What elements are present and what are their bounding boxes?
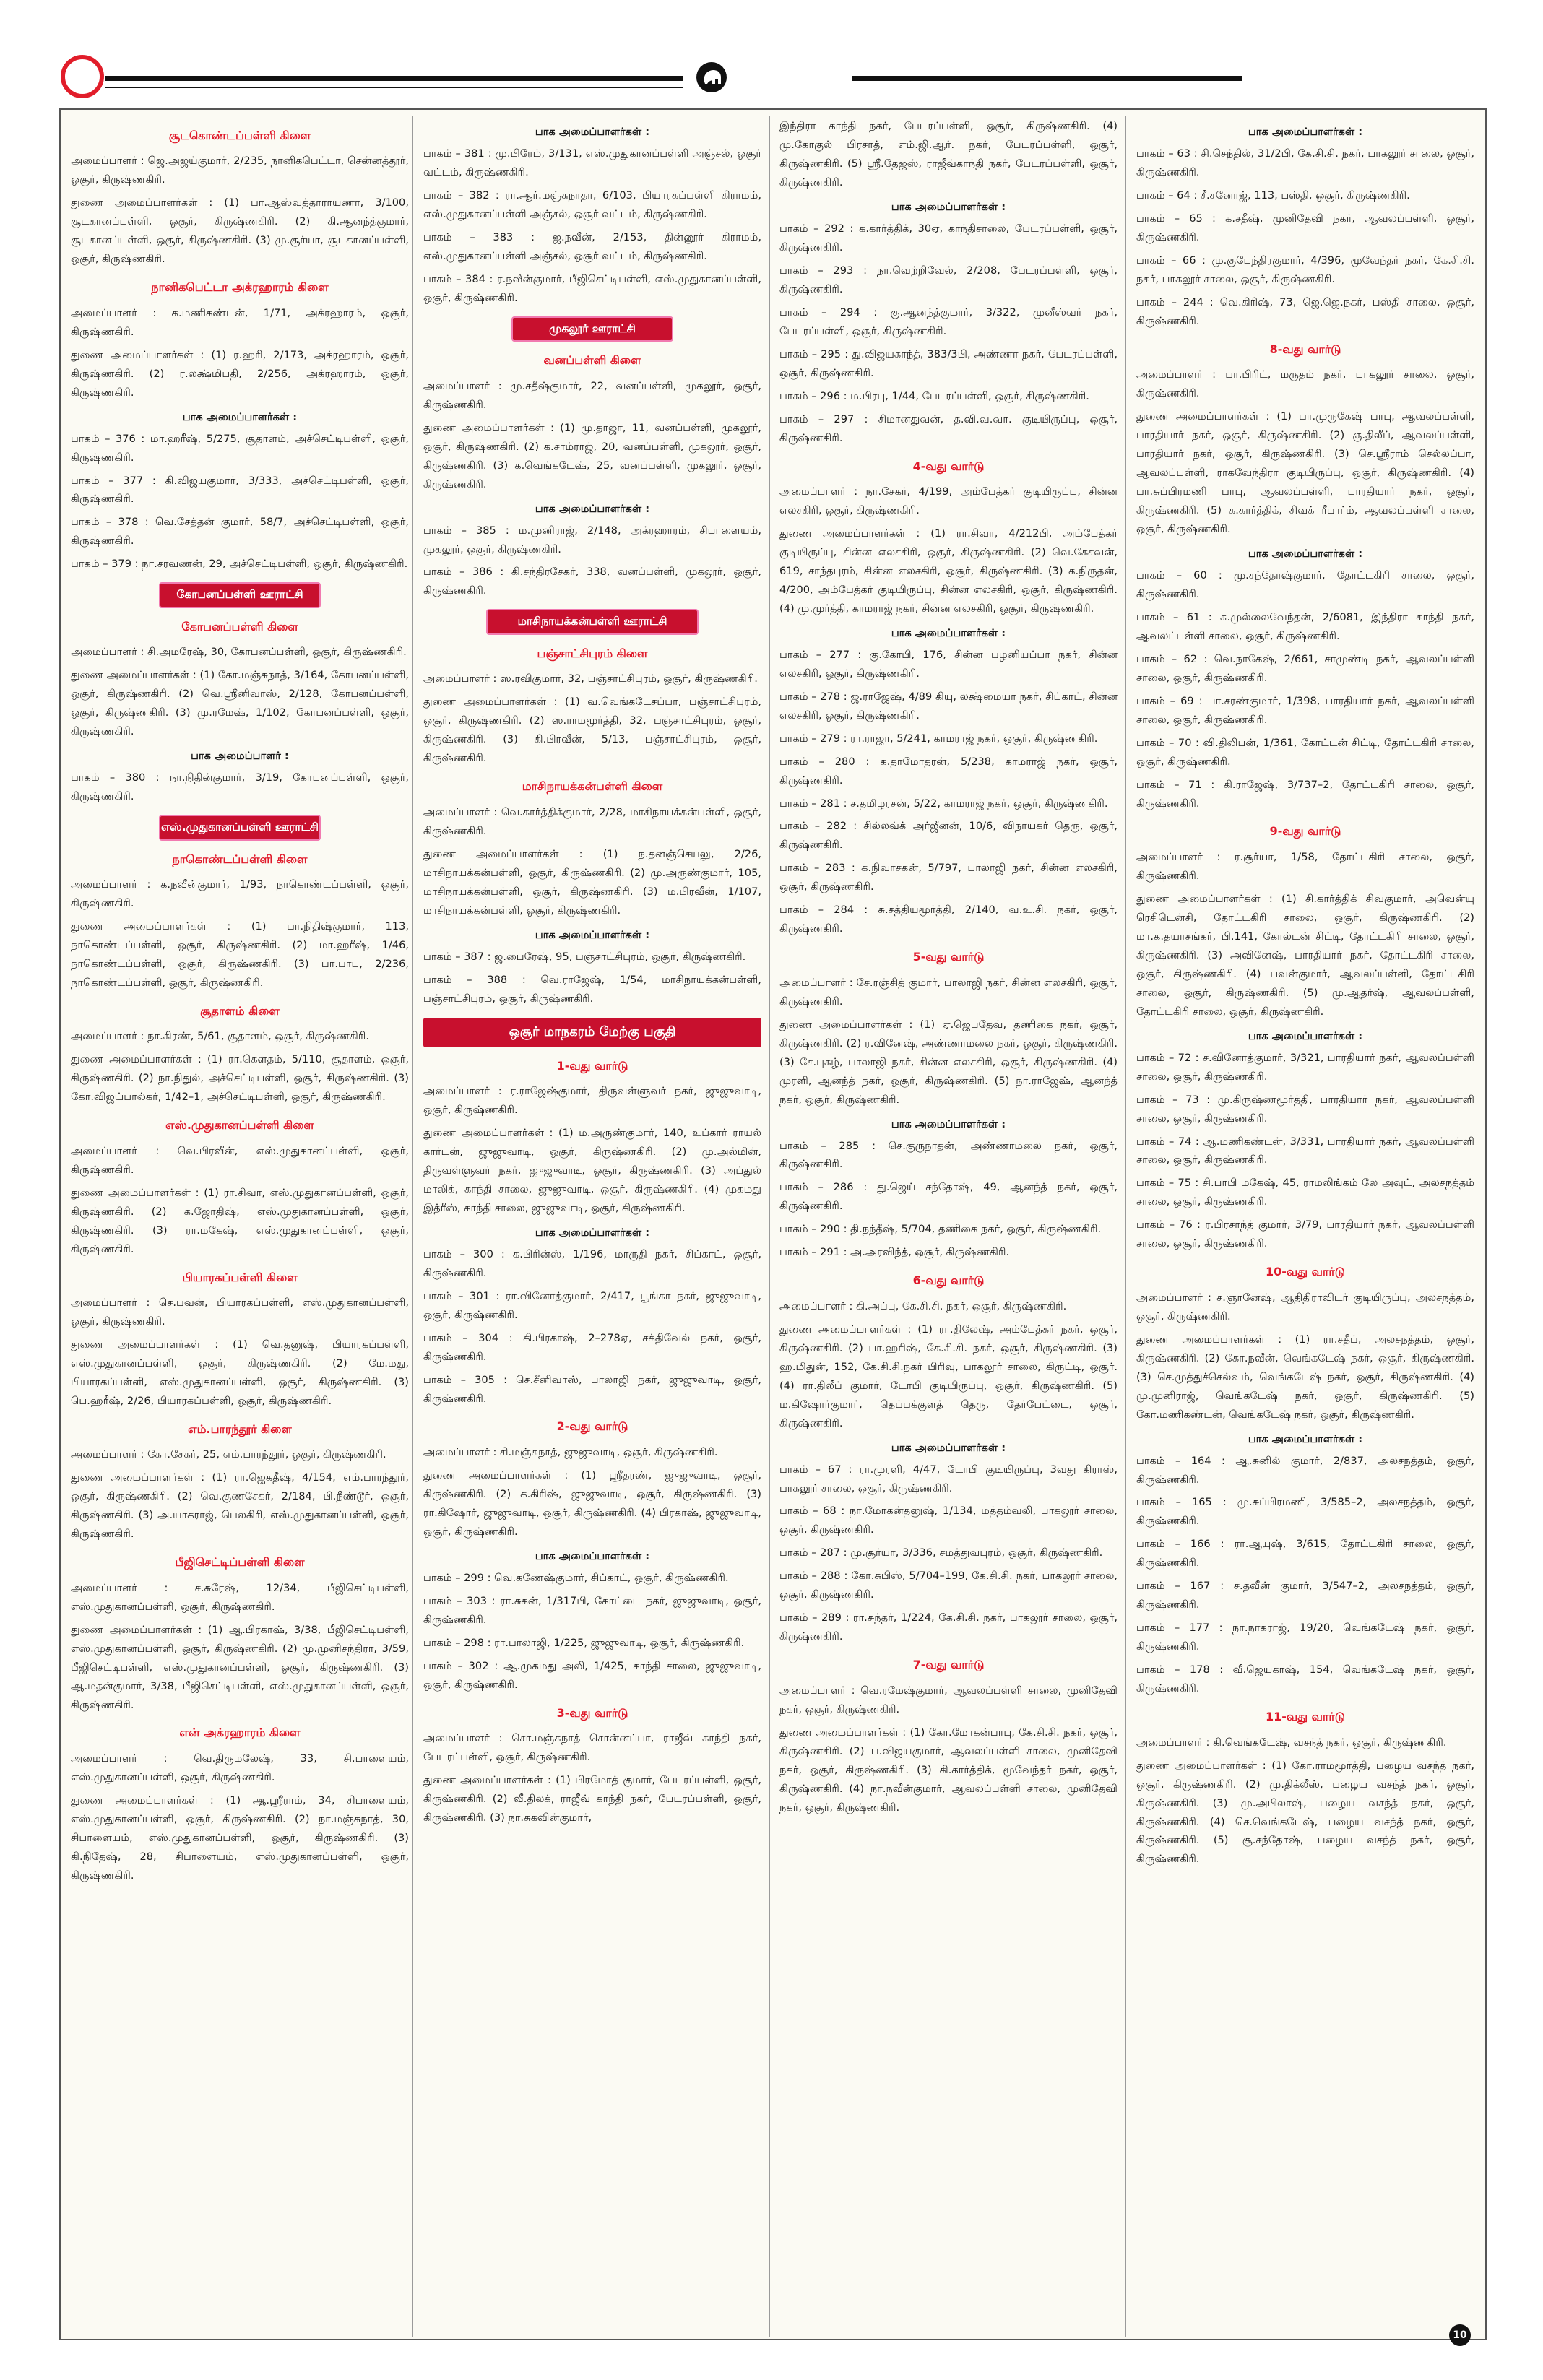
booth-line: பாகம் – 304 : கி.பிரகாஷ், 2–278ஏ, சக்திவேல் நகர், ஒசூர், கிருஷ்ணகிரி. [423, 1331, 761, 1363]
deputy-text: துணை அமைப்பாளர்கள் : (1) மு.தாஜா, 11, வனப்பள்ளி, முகலூர், ஒசூர், கிருஷ்ணகிரி. (2) க.சாம்ராஜ், 20, வனப்பள்ளி, முகலூர், ஒசூர், கிருஷ்ணகிரி. (3) க.வெங்கடேஷ், 25, வனப்பள்ளி, முகலூர், ஒசூர், கிருஷ்ணகிரி. [423, 421, 761, 490]
booth-line: பாகம் – 286 : து.ஜெய் சந்தோஷ், 49, ஆனந்த் நகர், ஒசூர், கிருஷ்ணகிரி. [779, 1181, 1118, 1213]
deputy-text: துணை அமைப்பாளர்கள் : (1) சி.கார்த்திக் சிவகுமார், அவென்யு ரெசிடென்சி, தோட்டகிரி சாலை, ஒசூர், கிருஷ்ணகிரி. (2) மா.க.தயாசங்கர், பி.141, கோல்டன் சிட்டி, தோட்டகிரி சாலை, ஒசூர், கிருஷ்ணகிரி. (3) அவினேஷ், பாரதியார் நகர், தோட்டகிரி சாலை, ஒசூர், கிருஷ்ணகிரி. (4) பவன்குமார், ஆவலப்பள்ளி, தோட்டகிரி சாலை, ஒசூர், கிருஷ்ணகிரி. (5) மு.ஆதர்ஷ், ஆவலப்பள்ளி, தோட்டகிரி சாலை, ஒசூர், கிருஷ்ணகிரி. [1136, 892, 1474, 1018]
deputy-text: துணை அமைப்பாளர்கள் : (1) ர.ஹரி, 2/173, அக்ரஹாரம், ஒசூர், கிருஷ்ணகிரி. (2) ர.லக்ஷ்மிபதி, 2/256, அக்ரஹாரம், ஒசூர், கிருஷ்ணகிரி. [71, 348, 409, 399]
booth-line: பாகம் – 388 : வெ.ராஜேஷ், 1/54, மாசிநாயக்கன்பள்ளி, பஞ்சாட்சிபுரம், ஒசூர், கிருஷ்ணகிரி. [423, 973, 761, 1005]
page-number: 10 [1449, 2324, 1471, 2346]
deputy-text: துணை அமைப்பாளர்கள் : (1) ரா.சதீப், அலசநத்தம், ஒசூர், கிருஷ்ணகிரி. (2) கோ.நவீன், வெங்கடேஷ் நகர், ஒசூர், கிருஷ்ணகிரி. (3) செ.முத்துச்செல்வம், வெங்கடேஷ் நகர், ஒசூர், கிருஷ்ணகிரி. (4) மு.முனிராஜ், வெங்கடேஷ் நகர், ஒசூர், கிருஷ்ணகிரி. (5) கோ.மணிகண்டன், வெங்கடேஷ் நகர், ஒசூர், கிருஷ்ணகிரி. [1136, 1333, 1474, 1421]
booth-line: பாகம் – 178 : வீ.ஜெயகாஷ், 154, வெங்கடேஷ் நகர், ஒசூர், கிருஷ்ணகிரி. [1136, 1663, 1474, 1695]
deputy-text: துணை அமைப்பாளர்கள் : (1) ஆ.பிரகாஷ், 3/38, பீஜிசெட்டிபள்ளி, எஸ்.முதுகானப்பள்ளி, ஒசூர், கிருஷ்ணகிரி. (2) மு.முனிசந்திரா, 3/59, பீஜிசெட்டிபள்ளி, எஸ்.முதுகானப்பள்ளி, ஒசூர், கிருஷ்ணகிரி. (3) ஆ.மதன்குமார், 3/38, பீஜிசெட்டிபள்ளி, எஸ்.முதுகானப்பள்ளி, ஒசூர், கிருஷ்ணகிரி. [71, 1623, 409, 1711]
booth-line: பாகம் – 383 : ஜ.நவீன், 2/153, தின்னூர் கிராமம், எஸ்.முதுகானப்பள்ளி அஞ்சல், ஒசூர் வட்டம், கிருஷ்ணகிரி. [423, 230, 761, 262]
organizer-text: அமைப்பாளர் : ச.சுரேஷ், 12/34, பீஜிசெட்டிபள்ளி, எஸ்.முதுகானப்பள்ளி, ஒசூர், கிருஷ்ணகிரி. [71, 1581, 409, 1613]
booth-line: பாகம் – 62 : வெ.நாகேஷ், 2/661, சாமுண்டி நகர், ஆவலப்பள்ளி சாலை, ஒசூர், கிருஷ்ணகிரி. [1136, 652, 1474, 684]
booth-line: பாகம் – 299 : வெ.கணேஷ்குமார், சிப்காட், ஒசூர், கிருஷ்ணகிரி. [423, 1571, 729, 1584]
deputy-text: துணை அமைப்பாளர்கள் : (1) ம.அருண்குமார், 140, உப்கார் ராயல் கார்டன், ஜுஜுவாடி, ஒசூர், கிருஷ்ணகிரி. (2) மு.அல்மின், திருவள்ளுவர் நகர், ஜுஜுவாடி, ஒசூர், கிருஷ்ணகிரி. (3) அப்துல் மாலிக், காந்தி சாலை, ஜுஜுவாடி, ஒசூர், கிருஷ்ணகிரி. (4) முகமது இத்ரீஸ், காந்தி சாலை, ஜுஜுவாடி, ஒசூர், கிருஷ்ணகிரி. [423, 1126, 761, 1214]
booth-line: பாகம் – 384 : ர.நவீன்குமார், பீஜிசெட்டிபள்ளி, எஸ்.முதுகானப்பள்ளி, ஒசூர், கிருஷ்ணகிரி. [423, 272, 761, 304]
ward-title: 1-வது வார்டு [556, 1058, 628, 1073]
section-title: நானிகபெட்டா அக்ரஹாரம் கிளை [151, 280, 329, 295]
booth-line: பாகம் – 277 : கு.கோபி, 176, சின்ன பழனியப்பா நகர், சின்ன எலசகிரி, ஒசூர், கிருஷ்ணகிரி. [779, 648, 1118, 680]
booth-line: பாகம் – 164 : ஆ.சுனில் குமார், 2/837, அலசநத்தம், ஒசூர், கிருஷ்ணகிரி. [1136, 1454, 1474, 1486]
organizer-text: அமைப்பாளர் : சொ.மஞ்சுநாத் சொன்னப்பா, ராஜீவ் காந்தி நகர், பேடரப்பள்ளி, ஒசூர், கிருஷ்ணகிரி. [423, 1732, 761, 1763]
organizer-text: அமைப்பாளர் : கி.அப்பு, கே.சி.சி. நகர், ஒசூர், கிருஷ்ணகிரி. [779, 1299, 1067, 1312]
booth-line: பாகம் – 385 : ம.முனிராஜ், 2/148, அக்ரஹாரம், சிபாளையம், முகலூர், ஒசூர், கிருஷ்ணகிரி. [423, 524, 761, 555]
organizer-text: அமைப்பாளர் : வெ.கார்த்திக்குமார், 2/28, மாசிநாயக்கன்பள்ளி, ஒசூர், கிருஷ்ணகிரி. [423, 805, 761, 837]
panchayat-badge: மாசிநாயக்கன்பள்ளி ஊராட்சி [486, 609, 699, 635]
organizer-text: அமைப்பாளர் : வெ.பிரவீன், எஸ்.முதுகானப்பள்ளி, ஒசூர், கிருஷ்ணகிரி. [71, 1144, 409, 1176]
organizer-text: அமைப்பாளர் : ர.ராஜேஷ்குமார், திருவள்ளுவர் நகர், ஜுஜுவாடி, ஒசூர், கிருஷ்ணகிரி. [423, 1084, 761, 1116]
booth-header: பாக அமைப்பாளர்கள் : [535, 1549, 650, 1562]
deputy-text: துணை அமைப்பாளர்கள் : (1) கோ.மோகன்பாபு, கே.சி.சி. நகர், ஒசூர், கிருஷ்ணகிரி. (2) ப.விஜயகுமார், ஆவலப்பள்ளி சாலை, முனிதேவி நகர், ஒசூர், கிருஷ்ணகிரி. (3) கி.கார்த்திக், மூவேந்தர் நகர், ஒசூர், கிருஷ்ணகிரி. (4) நா.நவீன்குமார், ஆவலப்பள்ளி சாலை, முனிதேவி நகர், ஒசூர், கிருஷ்ணகிரி. [779, 1726, 1118, 1814]
booth-line: பாகம் – 378 : வெ.சேத்தன் குமார், 58/7, அச்செட்டிபள்ளி, ஒசூர், கிருஷ்ணகிரி. [71, 516, 409, 548]
masthead-rule-left-thin [105, 87, 683, 88]
deputy-text: துணை அமைப்பாளர்கள் : (1) பிரமோத் குமார், பேடரப்பள்ளி, ஒசூர், கிருஷ்ணகிரி. (2) வீ.திலக், ராஜீவ் காந்தி நகர், பேடரப்பள்ளி, ஒசூர், கிருஷ்ணகிரி. (3) நா.சுகவின்குமார், [423, 1773, 761, 1824]
booth-line: பாகம் – 283 : க.நிவாசகன், 5/797, பாலாஜி நகர், சின்ன எலசகிரி, ஒசூர், கிருஷ்ணகிரி. [779, 862, 1118, 893]
booth-header: பாக அமைப்பாளர்கள் : [1248, 1029, 1363, 1042]
deputy-text: துணை அமைப்பாளர்கள் : (1) கோ.ராமமூர்த்தி, பழைய வசந்த் நகர், ஒசூர், கிருஷ்ணகிரி. (2) மு.திக்லீஸ், பழைய வசந்த் நகர், ஒசூர், கிருஷ்ணகிரி. (3) மு.அபிலாஷ், பழைய வசந்த் நகர், ஒசூர், கிருஷ்ணகிரி. (4) செ.வெங்கடேஷ், பழைய வசந்த் நகர், ஒசூர், கிருஷ்ணகிரி. (5) சூ.சந்தோஷ், பழைய வசந்த் நகர், ஒசூர், கிருஷ்ணகிரி. [1136, 1759, 1474, 1866]
booth-line: பாகம் – 63 : சி.செந்தில், 31/2பி, கே.சி.சி. நகர், பாகலூர் சாலை, ஒசூர், கிருஷ்ணகிரி. [1136, 147, 1474, 178]
booth-line: பாகம் – 76 : ர.பிரசாந்த் குமார், 3/79, பாரதியார் நகர், ஆவலப்பள்ளி சாலை, ஒசூர், கிருஷ்ணகிரி. [1136, 1219, 1474, 1250]
booth-line: பாகம் – 65 : க.சதீஷ், முனிதேவி நகர், ஆவலப்பள்ளி, ஒசூர், கிருஷ்ணகிரி. [1136, 212, 1474, 243]
booth-line: பாகம் – 281 : ச.தமிழரசன், 5/22, காமராஜ் நகர், ஒசூர், கிருஷ்ணகிரி. [779, 797, 1108, 810]
booth-line: பாகம் – 289 : ரா.சுந்தர், 1/224, கே.சி.சி. நகர், பாகலூர் சாலை, ஒசூர், கிருஷ்ணகிரி. [779, 1611, 1118, 1643]
deputy-text: துணை அமைப்பாளர்கள் : (1) ரா.திலேஷ், அம்பேத்கர் நகர், ஒசூர், கிருஷ்ணகிரி. (2) பா.ஹரிஷ், கே.சி.சி. நகர், ஒசூர், கிருஷ்ணகிரி. (3) ஹ.மிதுன், 152, கே.சி.சி.நகர் பிரிவு, பாகலூர் சாலை, கிருட்டி, ஒசூர். (4) ரா.திலீப் குமார், டோபி குடியிருப்பு, ஒசூர், கிருஷ்ணகிரி. (5) ம.கிஷோர்குமார், தெப்பக்குளத் தெரு, தேர்பேட்டை, ஒசூர், கிருஷ்ணகிரி. [779, 1323, 1118, 1429]
deputy-text: துணை அமைப்பாளர்கள் : (1) பா.முருகேஷ் பாபு, ஆவலப்பள்ளி, பாரதியார் நகர், ஒசூர், கிருஷ்ணகிரி. (2) கு.திலீப், ஆவலப்பள்ளி, பாரதியார் நகர், ஒசூர், கிருஷ்ணகிரி. (3) செ.ஸ்ரீராம் செல்லப்பா, ஆவலப்பள்ளி, ராகவேந்திரா குடியிருப்பு, ஒசூர், கிருஷ்ணகிரி. (4) பா.சுப்பிரமணி பாபு, ஆவலப்பள்ளி, பாரதியார் நகர், ஒசூர், கிருஷ்ணகிரி. (5) க.கார்த்திக், சிவக் ரீபார்ம், ஆவலப்பள்ளி சாலை, ஒசூர், கிருஷ்ணகிரி. [1136, 410, 1474, 535]
booth-line: பாகம் – 64 : சீ.சனோஜ், 113, பஸ்தி, ஒசூர், கிருஷ்ணகிரி. [1136, 189, 1410, 202]
organizer-text: அமைப்பாளர் : க.நவீன்குமார், 1/93, நாகொண்டப்பள்ளி, ஒசூர், கிருஷ்ணகிரி. [71, 878, 409, 910]
booth-header: பாக அமைப்பாளர்கள் : [1248, 1432, 1363, 1445]
section-title: சூதாளம் கிளை [200, 1004, 280, 1018]
organizer-text: அமைப்பாளர் : ஜெ.அஜய்குமார், 2/235, நானிகபெட்டா, சென்னத்தூர், ஒசூர், கிருஷ்ணகிரி. [71, 155, 409, 186]
booth-line: பாகம் – 70 : வி.திலிபன், 1/361, கோட்டன் சிட்டி, தோட்டகிரி சாலை, ஒசூர், கிருஷ்ணகிரி. [1136, 736, 1474, 768]
masthead-rule-left [105, 76, 683, 81]
booth-line: பாகம் – 74 : ஆ.மணிகண்டன், 3/331, பாரதியார் நகர், ஆவலப்பள்ளி சாலை, ஒசூர், கிருஷ்ணகிரி. [1136, 1135, 1474, 1167]
ward-title: 5-வது வார்டு [912, 950, 985, 964]
booth-line: பாகம் – 300 : க.பிரின்ஸ், 1/196, மாருதி நகர், சிப்காட், ஒசூர், கிருஷ்ணகிரி. [423, 1247, 761, 1279]
organizer-text: அமைப்பாளர் : கி.வெங்கடேஷ், வசந்த் நகர், ஒசூர், கிருஷ்ணகிரி. [1136, 1736, 1447, 1749]
booth-line: பாகம் – 288 : கோ.சுபிஸ், 5/704–199, கே.சி.சி. நகர், பாகலூர் சாலை, ஒசூர், கிருஷ்ணகிரி. [779, 1570, 1118, 1601]
booth-line: பாகம் – 291 : அ.அரவிந்த், ஒசூர், கிருஷ்ணகிரி. [779, 1246, 1010, 1259]
deputy-text: துணை அமைப்பாளர்கள் : (1) ரா.சிவா, 4/212பி, அம்பேத்கர் குடியிருப்பு, சின்ன எலசகிரி, ஒசூர், கிருஷ்ணகிரி. (2) வெ.கேசவன், 619, சாந்தபுரம், சின்ன எலசகிரி, ஒசூர், கிருஷ்ணகிரி. (3) க.நிருதன், 4/200, அம்பேத்கர் குடியிருப்பு, சின்ன எலசகிரி, ஒசூர், கிருஷ்ணகிரி. (4) மு.முர்த்தி, காமராஜ் நகர், சின்ன எலசகிரி, ஒசூர், கிருஷ்ணகிரி. [779, 527, 1118, 615]
organizer-text: அமைப்பாளர் : ஸ.ரவிகுமார், 32, பஞ்சாட்சிபுரம், ஒசூர், கிருஷ்ணகிரி. [423, 672, 758, 685]
booth-line: பாகம் – 61 : சு.முல்லைவேந்தன், 2/6081, இந்திரா காந்தி நகர், ஆவலப்பள்ளி சாலை, ஒசூர், கிருஷ்ணகிரி. [1136, 610, 1474, 642]
deputy-text: துணை அமைப்பாளர்கள் : (1) வெ.தனுஷ், பியாரகப்பள்ளி, எஸ்.முதுகானப்பள்ளி, ஒசூர், கிருஷ்ணகிரி. (2) மே.மது, பியாரகப்பள்ளி, எஸ்.முதுகானப்பள்ளி, ஒசூர், கிருஷ்ணகிரி. (3) பெ.ஹரீஷ், 2/26, பியாரகப்பள்ளி, ஒசூர், கிருஷ்ணகிரி. [71, 1338, 409, 1407]
column-3 [779, 117, 1118, 2334]
organizer-text: அமைப்பாளர் : செ.பவன், பியாரகப்பள்ளி, எஸ்.முதுகானப்பள்ளி, ஒசூர், கிருஷ்ணகிரி. [71, 1297, 409, 1328]
organizer-text: அமைப்பாளர் : சி.அமரேஷ், 30, கோபனப்பள்ளி, ஒசூர், கிருஷ்ணகிரி. [71, 646, 407, 659]
booth-line: பாகம் – 73 : மு.கிருஷ்ணமூர்த்தி, பாரதியார் நகர், ஆவலப்பள்ளி சாலை, ஒசூர், கிருஷ்ணகிரி. [1136, 1093, 1474, 1125]
organizer-text: அமைப்பாளர் : க.மணிகண்டன், 1/71, அக்ரஹாரம், ஒசூர், கிருஷ்ணகிரி. [71, 306, 409, 338]
booth-line: பாகம் – 287 : மு.சூர்யா, 3/336, சமத்துவபுரம், ஒசூர், கிருஷ்ணகிரி. [779, 1546, 1103, 1559]
booth-header: பாக அமைப்பாளர்கள் : [891, 1117, 1006, 1130]
booth-line: பாகம் – 284 : சு.சத்தியமூர்த்தி, 2/140, வ.உ.சி. நகர், ஒசூர், கிருஷ்ணகிரி. [779, 904, 1118, 935]
booth-header: பாக அமைப்பாளர்கள் : [535, 1226, 650, 1239]
section-title: எஸ்.முதுகானப்பள்ளி கிளை [165, 1118, 314, 1133]
deputy-text: துணை அமைப்பாளர்கள் : (1) ரா.சிவா, எஸ்.முதுகானப்பள்ளி, ஒசூர், கிருஷ்ணகிரி. (2) க.ஜோதிஷ், எஸ்.முதுகானப்பள்ளி, ஒசூர், கிருஷ்ணகிரி. (3) ரா.மகேஷ், எஸ்.முதுகானப்பள்ளி, ஒசூர், கிருஷ்ணகிரி. [71, 1186, 409, 1255]
booth-line: பாகம் – 165 : மு.சுப்பிரமணி, 3/585–2, அலசநத்தம், ஒசூர், கிருஷ்ணகிரி. [1136, 1496, 1474, 1528]
booth-line: பாகம் – 382 : ரா.ஆர்.மஞ்சுநாதா, 6/103, பியாரகப்பள்ளி கிராமம், எஸ்.முதுகானப்பள்ளி அஞ்சல், ஒசூர் வட்டம், கிருஷ்ணகிரி. [423, 189, 761, 220]
booth-header: பாக அமைப்பாளர்கள் : [891, 1441, 1006, 1454]
booth-line: பாகம் – 244 : வெ.கிரிஷ், 73, ஜெ.ஜெ.நகர், பஸ்தி சாலை, ஒசூர், கிருஷ்ணகிரி. [1136, 295, 1474, 327]
deputy-text: துணை அமைப்பாளர்கள் : (1) கோ.மஞ்சுநாத், 3/164, கோபனப்பள்ளி, ஒசூர், கிருஷ்ணகிரி. (2) வெ.ஸ்ரீனிவாஸ், 2/128, கோபனப்பள்ளி, ஒசூர், கிருஷ்ணகிரி. (3) மு.ரமேஷ், 1/102, கோபனப்பள்ளி, ஒசூர், கிருஷ்ணகிரி. [71, 669, 409, 738]
booth-line: பாகம் – 297 : சிமானதுவன், த.வி.வ.வா. குடியிருப்பு, ஒசூர், கிருஷ்ணகிரி. [779, 412, 1118, 444]
organizer-text: அமைப்பாளர் : மு.சதீஷ்குமார், 22, வனப்பள்ளி, முகலூர், ஒசூர், கிருஷ்ணகிரி. [423, 379, 761, 411]
section-title: பீஜிசெட்டிப்பள்ளி கிளை [175, 1555, 305, 1570]
booth-line: பாகம் – 303 : ரா.சுகன், 1/317பி, கோட்டை நகர், ஜுஜுவாடி, ஒசூர், கிருஷ்ணகிரி. [423, 1594, 761, 1626]
booth-line: பாகம் – 66 : மு.குபேந்திரகுமார், 4/396, மூவேந்தர் நகர், கே.சி.சி. நகர், பாகலூர் சாலை, ஒசூர், கிருஷ்ணகிரி. [1136, 254, 1474, 285]
column-separator [769, 116, 770, 2337]
section-title: மாசிநாயக்கன்பள்ளி கிளை [522, 779, 663, 794]
booth-line: பாகம் – 72 : ச.வினோத்குமார், 3/321, பாரதியார் நகர், ஆவலப்பள்ளி சாலை, ஒசூர், கிருஷ்ணகிரி. [1136, 1051, 1474, 1083]
booth-line: பாகம் – 177 : நா.நாகராஜ், 19/20, வெங்கடேஷ் நகர், ஒசூர், கிருஷ்ணகிரி. [1136, 1622, 1474, 1653]
booth-line: பாகம் – 377 : கி.விஜயகுமார், 3/333, அச்செட்டிபள்ளி, ஒசூர், கிருஷ்ணகிரி. [71, 474, 409, 506]
deputy-text: துணை அமைப்பாளர்கள் : (1) ரா.ஜெகதீஷ், 4/154, எம்.பாரந்தூர், ஒசூர், கிருஷ்ணகிரி. (2) வெ.குணசேகர், 2/184, பி.நீண்டூர், ஒசூர், கிருஷ்ணகிரி. (3) அ.யாகராஜ், பெலகிரி, எஸ்.முதுகானப்பள்ளி, ஒசூர், கிருஷ்ணகிரி. [71, 1471, 409, 1541]
deputy-text: துணை அமைப்பாளர்கள் : (1) பா.ஆஸ்வத்தாராயணா, 3/100, சூடகானப்பள்ளி, ஒசூர், கிருஷ்ணகிரி. (2) கி.ஆனந்த்குமார், சூடகானப்பள்ளி, ஒசூர், கிருஷ்ணகிரி. (3) மு.சூர்யா, சூடகானப்பள்ளி, ஒசூர், கிருஷ்ணகிரி. [71, 196, 409, 266]
column-separator [412, 116, 413, 2337]
booth-header: பாக அமைப்பாளர்கள் : [1248, 547, 1363, 560]
column-4 [1136, 117, 1474, 2334]
panchayat-badge: முகலூர் ஊராட்சி [511, 316, 673, 342]
ward-title: 10-வது வார்டு [1266, 1265, 1345, 1279]
booth-header: பாக அமைப்பாளர்கள் : [182, 410, 298, 423]
organizer-text: அமைப்பாளர் : சே.ரஞ்சித் குமார், பாலாஜி நகர், சின்ன எலசகிரி, ஒசூர், கிருஷ்ணகிரி. [779, 976, 1118, 1008]
deputy-text: துணை அமைப்பாளர்கள் : (1) பா.நிதிஷ்குமார், 113, நாகொண்டப்பள்ளி, ஒசூர், கிருஷ்ணகிரி. (2) மா.ஹரீஷ், 1/46, நாகொண்டப்பள்ளி, ஒசூர், கிருஷ்ணகிரி. (3) பா.பாபு, 2/236, நாகொண்டப்பள்ளி, ஒசூர், கிருஷ்ணகிரி. [71, 920, 409, 990]
booth-header: பாக அமைப்பாளர்கள் : [535, 502, 650, 515]
booth-line: பாகம் – 285 : செ.குருநாதன், அண்ணாமலை நகர், ஒசூர், கிருஷ்ணகிரி. [779, 1139, 1118, 1171]
booth-line: பாகம் – 302 : ஆ.முகமது அலி, 1/425, காந்தி சாலை, ஜுஜுவாடி, ஒசூர், கிருஷ்ணகிரி. [423, 1659, 761, 1691]
booth-line: பாகம் – 282 : சில்லவ்க் அர்ஜீனன், 10/6, விநாயகர் தெரு, ஒசூர், கிருஷ்ணகிரி. [779, 820, 1118, 852]
deputy-text: துணை அமைப்பாளர்கள் : (1) வ.வெங்கடேசப்பா, பஞ்சாட்சிபுரம், ஒசூர், கிருஷ்ணகிரி. (2) ஸ.ராமமூர்த்தி, 32, பஞ்சாட்சிபுரம், ஒசூர், கிருஷ்ணகிரி. (3) கி.பிரவீன், 5/13, பஞ்சாட்சிபுரம், ஒசூர், கிருஷ்ணகிரி. [423, 696, 761, 765]
ward-title: 9-வது வார்டு [1269, 824, 1341, 839]
booth-header: பாக அமைப்பாளர்கள் : [535, 126, 650, 138]
ward-title: 4-வது வார்டு [912, 459, 985, 473]
section-title: கோபனப்பள்ளி கிளை [181, 619, 298, 633]
section-title: சூடகொண்டப்பள்ளி கிளை [168, 129, 311, 142]
panchayat-badge: கோபனப்பள்ளி ஊராட்சி [159, 582, 321, 608]
booth-line: பாகம் – 381 : மு.பிரேம், 3/131, எஸ்.முதுகானப்பள்ளி அஞ்சல், ஒசூர் வட்டம், கிருஷ்ணகிரி. [423, 147, 761, 178]
booth-line: பாகம் – 301 : ரா.வினோத்குமார், 2/417, பூங்கா நகர், ஜுஜுவாடி, ஒசூர், கிருஷ்ணகிரி. [423, 1289, 761, 1321]
booth-line: பாகம் – 68 : நா.மோகன்தனுஷ், 1/134, மத்தம்வலி, பாகலூர் சாலை, ஒசூர், கிருஷ்ணகிரி. [779, 1505, 1118, 1536]
booth-line: பாகம் – 278 : ஜ.ராஜேஷ், 4/89 கியு, லக்ஷ்மையா நகர், சிப்காட், சின்ன எலசகிரி, ஒசூர், கிருஷ்ணகிரி. [779, 690, 1118, 722]
booth-line: பாகம் – 386 : கி.சந்திரசேகர், 338, வனப்பள்ளி, முகலூர், ஒசூர், கிருஷ்ணகிரி. [423, 566, 761, 597]
booth-line: பாகம் – 280 : க.தாமோதரன், 5/238, காமராஜ் நகர், ஒசூர், கிருஷ்ணகிரி. [779, 755, 1118, 787]
ward-title: 6-வது வார்டு [912, 1273, 985, 1288]
column-separator [1125, 116, 1126, 2337]
booth-line: பாகம் – 295 : து.விஜயகாந்த், 383/3பி, அண்ணா நகர், பேடரப்பள்ளி, ஒசூர், கிருஷ்ணகிரி. [779, 347, 1118, 379]
organizer-text: அமைப்பாளர் : கோ.சேகர், 25, எம்.பாரந்தூர், ஒசூர், கிருஷ்ணகிரி. [71, 1448, 386, 1461]
booth-line: பாகம் – 290 : தி.நந்தீஷ், 5/704, தணிகை நகர், ஒசூர், கிருஷ்ணகிரி. [779, 1223, 1102, 1236]
booth-line: பாகம் – 293 : நா.வெற்றிவேல், 2/208, பேடரப்பள்ளி, ஒசூர், கிருஷ்ணகிரி. [779, 264, 1118, 295]
ward-title: 11-வது வார்டு [1266, 1710, 1345, 1724]
booth-line: பாகம் – 166 : ரா.ஆயுஷ், 3/615, தோட்டகிரி சாலை, ஒசூர், கிருஷ்ணகிரி. [1136, 1538, 1474, 1570]
organizer-text: அமைப்பாளர் : நா.கிரண், 5/61, சூதாளம், ஒசூர், கிருஷ்ணகிரி. [71, 1030, 369, 1043]
booth-line: பாகம் – 387 : ஜ.பைரேஷ், 95, பஞ்சாட்சிபுரம், ஒசூர், கிருஷ்ணகிரி. [423, 950, 746, 963]
booth-line: பாகம் – 69 : பா.சரண்குமார், 1/398, பாரதியார் நகர், ஆவலப்பள்ளி சாலை, ஒசூர், கிருஷ்ணகிரி. [1136, 694, 1474, 726]
booth-line: பாகம் – 379 : நா.சரவணன், 29, அச்செட்டிபள்ளி, ஒசூர், கிருஷ்ணகிரி. [71, 558, 408, 571]
deputy-text: துணை அமைப்பாளர்கள் : (1) ஆ.ஸ்ரீராம், 34, சிபாளையம், எஸ்.முதுகானப்பள்ளி, ஒசூர், கிருஷ்ணகிரி. (2) நா.மஞ்சுநாத், 30, சிபாளையம், எஸ்.முதுகானப்பள்ளி, ஒசூர், கிருஷ்ணகிரி. (3) கி.நிதேஷ், 28, சிபாளையம், எஸ்.முதுகானப்பள்ளி, ஒசூர், கிருஷ்ணகிரி. [71, 1793, 409, 1882]
continued-text: இந்திரா காந்தி நகர், பேடரப்பள்ளி, ஒசூர், கிருஷ்ணகிரி. (4) மு.கோகுல் பிரசாத், எம்.ஜி.ஆர். நகர், பேடரப்பள்ளி, ஒசூர், கிருஷ்ணகிரி. (5) ஸ்ரீ.தேஜஸ், ராஜீவ்காந்தி நகர், பேடரப்பள்ளி, ஒசூர், கிருஷ்ணகிரி. [779, 120, 1118, 189]
masthead [0, 0, 1543, 116]
section-title: வனப்பள்ளி கிளை [543, 353, 641, 368]
panchayat-badge: எஸ்.முதுகானப்பள்ளி ஊராட்சி [159, 815, 321, 841]
booth-line: பாகம் – 71 : கி.ராஜேஷ், 3/737–2, தோட்டகிரி சாலை, ஒசூர், கிருஷ்ணகிரி. [1136, 778, 1474, 810]
organizer-text: அமைப்பாளர் : பா.பிரிட், மருதம் நகர், பாகலூர் சாலை, ஒசூர், கிருஷ்ணகிரி. [1136, 368, 1474, 400]
section-title: எம்.பாரந்தூர் கிளை [188, 1421, 292, 1436]
booth-header: பாக அமைப்பாளர்கள் : [535, 928, 650, 941]
column-2 [423, 117, 761, 2334]
ward-title: 2-வது வார்டு [556, 1419, 628, 1434]
organizer-text: அமைப்பாளர் : வெ.திருமலேஷ், 33, சி.பாளையம், எஸ்.முதுகானப்பள்ளி, ஒசூர், கிருஷ்ணகிரி. [71, 1752, 409, 1783]
deputy-text: துணை அமைப்பாளர்கள் : (1) ந.தனஞ்செயலு, 2/26, மாசிநாயக்கன்பள்ளி, ஒசூர், கிருஷ்ணகிரி. (2) மு.அருண்குமார், 105, மாசிநாயக்கன்பள்ளி, ஒசூர், கிருஷ்ணகிரி. (3) ம.பிரவீன், 1/107, மாசிநாயக்கன்பள்ளி, ஒசூர், கிருஷ்ணகிரி. [423, 847, 761, 917]
booth-line: பாகம் – 292 : க.கார்த்திக், 30ஏ, காந்திசாலை, பேடரப்பள்ளி, ஒசூர், கிருஷ்ணகிரி. [779, 222, 1118, 254]
organizer-text: அமைப்பாளர் : ர.சூர்யா, 1/58, தோட்டகிரி சாலை, ஒசூர், கிருஷ்ணகிரி. [1136, 850, 1474, 882]
section-title: நாகொண்டப்பள்ளி கிளை [172, 852, 308, 866]
booth-line: பாகம் – 298 : ரா.பாலாஜி, 1/225, ஜுஜுவாடி, ஒசூர், கிருஷ்ணகிரி. [423, 1636, 745, 1649]
section-title: பஞ்சாட்சிபுரம் கிளை [537, 646, 648, 660]
booth-line: பாகம் – 380 : நா.நிதின்குமார், 3/19, கோபனப்பள்ளி, ஒசூர், கிருஷ்ணகிரி. [71, 771, 409, 803]
red-ring-icon [61, 55, 104, 98]
organizer-text: அமைப்பாளர் : ச.ஞானேஷ், ஆதிதிராவிடர் குடியிருப்பு, அலசநத்தம், ஒசூர், கிருஷ்ணகிரி. [1136, 1291, 1474, 1323]
region-banner: ஒசூர் மாநகரம் மேற்கு பகுதி [423, 1018, 761, 1047]
booth-line: பாகம் – 305 : செ.சீனிவாஸ், பாலாஜி நகர், ஜுஜுவாடி, ஒசூர், கிருஷ்ணகிரி. [423, 1373, 761, 1405]
booth-header: பாக அமைப்பாளர்கள் : [1248, 126, 1363, 138]
booth-line: பாகம் – 167 : ச.தவீன் குமார், 3/547–2, அலசநத்தம், ஒசூர், கிருஷ்ணகிரி. [1136, 1580, 1474, 1611]
booth-line: பாகம் – 296 : ம.பிரபு, 1/44, பேடரப்பள்ளி, ஒசூர், கிருஷ்ணகிரி. [779, 389, 1089, 402]
ward-title: 8-வது வார்டு [1269, 342, 1341, 356]
booth-line: பாகம் – 376 : மா.ஹரீஷ், 5/275, சூதாளம், அச்செட்டிபள்ளி, ஒசூர், கிருஷ்ணகிரி. [71, 432, 409, 464]
elephant-emblem-icon [693, 61, 730, 94]
ward-title: 3-வது வார்டு [556, 1705, 628, 1720]
organizer-text: அமைப்பாளர் : நா.சேகர், 4/199, அம்பேத்கர் குடியிருப்பு, சின்ன எலசகிரி, ஒசூர், கிருஷ்ணகிரி. [779, 485, 1118, 516]
ward-title: 7-வது வார்டு [912, 1658, 985, 1672]
booth-line: பாகம் – 75 : சி.பாபி மகேஷ், 45, ராமலிங்கம் லே அவுட், அலசநத்தம் சாலை, ஒசூர், கிருஷ்ணகிரி. [1136, 1177, 1474, 1208]
organizer-text: அமைப்பாளர் : வெ.ரமேஷ்குமார், ஆவலப்பள்ளி சாலை, முனிதேவி நகர், ஒசூர், கிருஷ்ணகிரி. [779, 1684, 1118, 1715]
deputy-text: துணை அமைப்பாளர்கள் : (1) ஸ்ரீதரண், ஜுஜுவாடி, ஒசூர், கிருஷ்ணகிரி. (2) க.கிரிஷ், ஜுஜுவாடி, ஒசூர், கிருஷ்ணகிரி. (3) ரா.கிஷோர், ஜுஜுவாடி, ஒசூர், கிருஷ்ணகிரி. (4) பிரகாஷ், ஜுஜுவாடி, ஒசூர், கிருஷ்ணகிரி. [423, 1468, 761, 1538]
section-title: என் அக்ரஹாரம் கிளை [179, 1726, 301, 1740]
booth-line: பாகம் – 60 : மு.சந்தோஷ்குமார், தோட்டகிரி சாலை, ஒசூர், கிருஷ்ணகிரி. [1136, 568, 1474, 600]
section-title: பியாரகப்பள்ளி கிளை [182, 1270, 298, 1284]
booth-header: பாக அமைப்பாளர்கள் : [891, 200, 1006, 213]
masthead-rule-right [852, 76, 1242, 81]
column-1 [71, 117, 409, 2334]
deputy-text: துணை அமைப்பாளர்கள் : (1) ஏ.ஜெபதேவ், தணிகை நகர், ஒசூர், கிருஷ்ணகிரி. (2) ர.வினேஷ், அண்ணாமலை நகர், ஒசூர், கிருஷ்ணகிரி. (3) சே.புகழ், பாலாஜி நகர், சின்ன எலசகிரி, ஒசூர், கிருஷ்ணகிரி. (4) முரளி, ஆனந்த் நகர், ஒசூர், கிருஷ்ணகிரி. (5) நா.ராஜேஷ், ஆனந்த் நகர், ஒசூர், கிருஷ்ணகிரி. [779, 1018, 1118, 1106]
deputy-text: துணை அமைப்பாளர்கள் : (1) ரா.கௌதம், 5/110, சூதாளம், ஒசூர், கிருஷ்ணகிரி. (2) நா.நிதுல், அச்செட்டிபள்ளி, ஒசூர், கிருஷ்ணகிரி. (3) கோ.விஜய்பால்கர், 1/42–1, அச்செட்டிபள்ளி, ஒசூர், கிருஷ்ணகிரி. [71, 1053, 409, 1104]
booth-line: பாகம் – 294 : கு.ஆனந்த்குமார், 3/322, முனீஸ்வர் நகர், பேடரப்பள்ளி, ஒசூர், கிருஷ்ணகிரி. [779, 306, 1118, 337]
organizer-text: அமைப்பாளர் : சி.மஞ்சுநாத், ஜுஜுவாடி, ஒசூர், கிருஷ்ணகிரி. [423, 1445, 718, 1458]
booth-line: பாகம் – 67 : ரா.முரளி, 4/47, டோபி குடியிருப்பு, 3வது கிராஸ், பாகலூர் சாலை, ஒசூர், கிருஷ்ணகிரி. [779, 1463, 1118, 1494]
booth-header: பாக அமைப்பாளர் : [191, 750, 289, 763]
booth-header: பாக அமைப்பாளர்கள் : [891, 626, 1006, 639]
booth-line: பாகம் – 279 : ரா.ராஜா, 5/241, காமராஜ் நகர், ஒசூர், கிருஷ்ணகிரி. [779, 732, 1098, 745]
